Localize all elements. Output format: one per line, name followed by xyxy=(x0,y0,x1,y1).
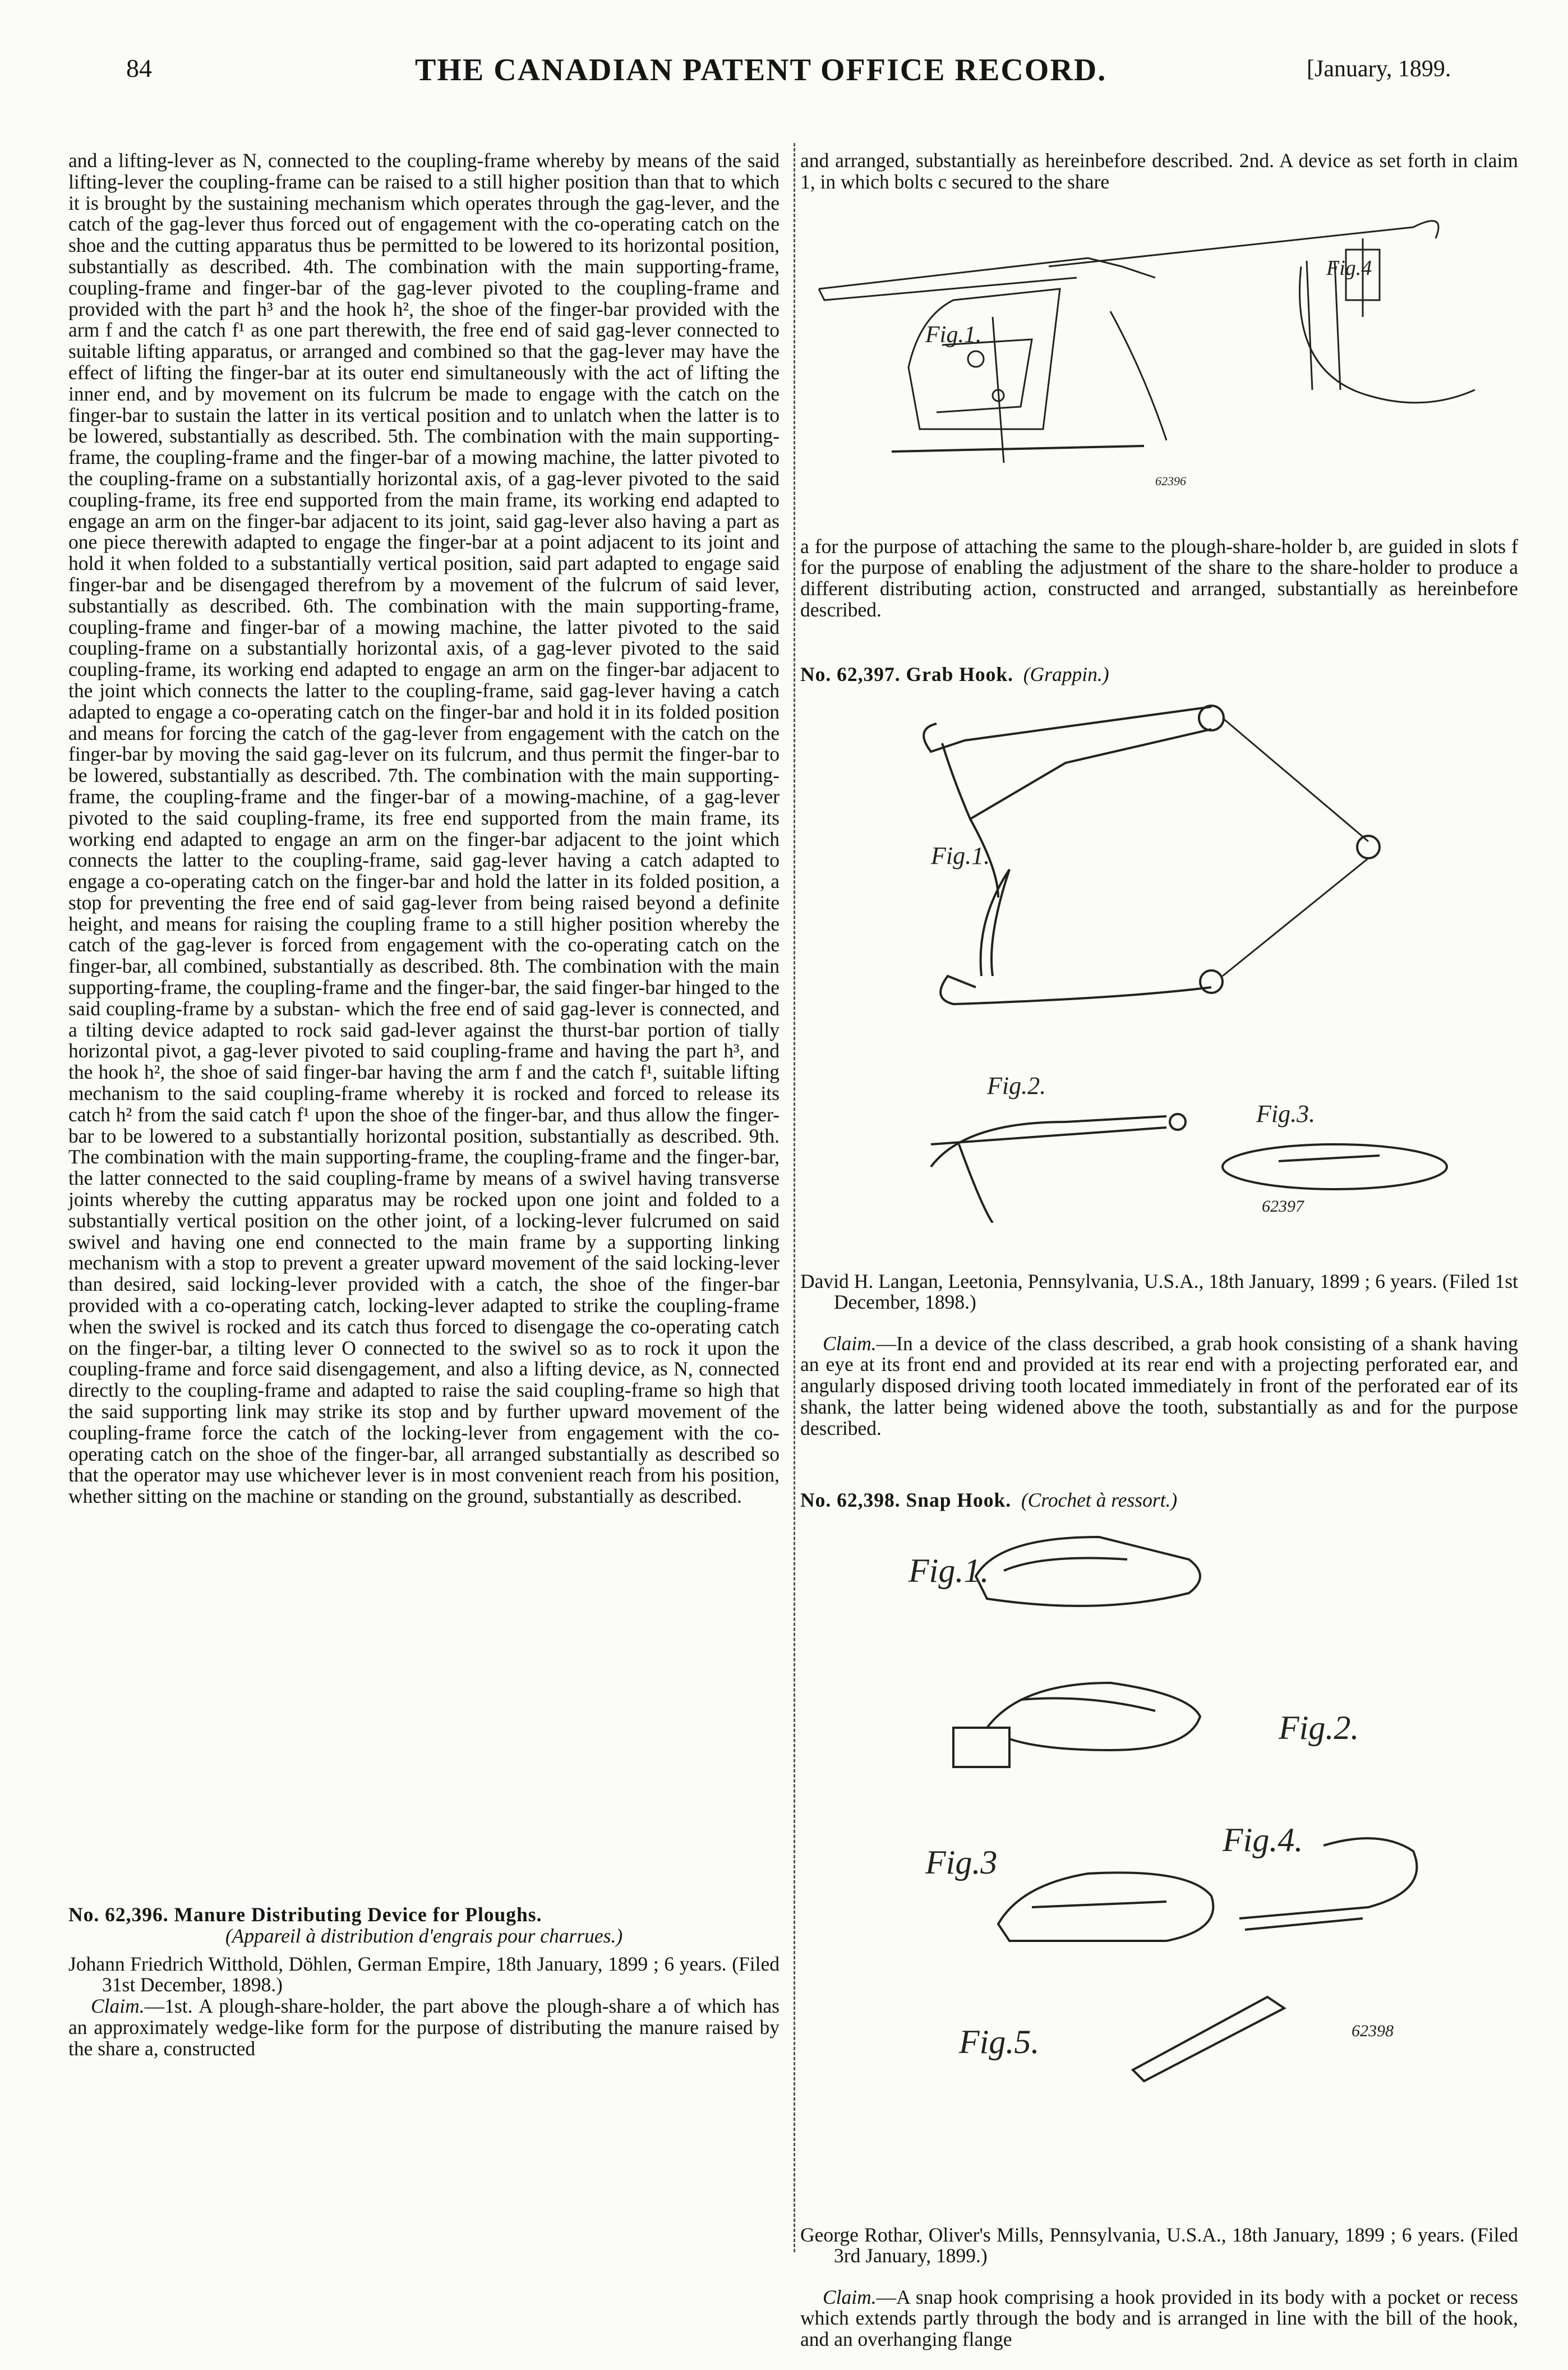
patent-62398-claim-label: Claim. xyxy=(823,2285,877,2308)
snap-hook-fig3-label: Fig.3 xyxy=(925,1844,998,1881)
patent-62397-claim-text: —In a device of the class described, a grab hook consisting of a shank having an eye at its front end and provided at its rear end with a projecting perforated ear, and angularly disposed driving tooth located immediately in front of the perforated ear of its shank, the latter being widened above the tooth, substantially as and for the purpose described. xyxy=(800,1332,1518,1439)
issue-date: [January, 1899. xyxy=(1307,56,1451,82)
plough-share-drawing xyxy=(808,205,1514,496)
patent-62398-heading: No. 62,398. Snap Hook. xyxy=(800,1488,1012,1511)
left-column xyxy=(68,150,780,1507)
snap-hook-fig5-label: Fig.5. xyxy=(959,2023,1040,2060)
plough-fig4-label: Fig.4 xyxy=(1326,256,1372,280)
plough-drawing-number: 62396 xyxy=(1155,474,1186,488)
right-after-fig-text xyxy=(800,516,1518,641)
share-holder-claim-text: a for the purpose of attaching the same to the plough-share-holder b, are guided in slots f for the purpose of enabling the adjustment of the share to the share-holder to produce a different distributing action, constructed and arranged, substantially as hereinbefore described. xyxy=(800,535,1518,621)
right-top-text: and arranged, substantially as hereinbefore described. 2nd. A device as set forth in claim 1, in which bolts c secured to the share xyxy=(800,149,1518,193)
patent-62397-inventor: David H. Langan, Leetonia, Pennsylvania, U.S.A., 18th January, 1899 ; 6 years. (Filed 1st December, 1898.) xyxy=(800,1269,1518,1314)
page-header xyxy=(0,53,1568,104)
grab-hook-drawing xyxy=(897,684,1458,1223)
patent-62397-heading: No. 62,397. Grab Hook. xyxy=(800,662,1013,685)
patent-62398-french: (Crochet à ressort.) xyxy=(1021,1488,1178,1511)
patent-62396-heading: No. 62,396. Manure Distributing Device for Ploughs. xyxy=(68,1903,542,1926)
patent-62397-french: (Grappin.) xyxy=(1023,662,1109,685)
snap-hook-fig4-label: Fig.4. xyxy=(1223,1821,1303,1858)
patent-62396-inventor: Johann Friedrich Witthold, Döhlen, German Empire, 18th January, 1899 ; 6 years. (Filed 31st December, 1898.) xyxy=(68,1952,780,1996)
patent-62396-claim-text: —1st. A plough-share-holder, the part above the plough-share a of which has an approximately wedge-like form for the purpose of distributing the manure raised by the share a, constructed xyxy=(68,1995,780,2060)
snap-hook-drawing-number: 62398 xyxy=(1352,2022,1394,2040)
claims-continuation: and a lifting-lever as N, connected to the coupling-frame whereby by means of the said lifting-lever the coupling-frame can be raised to a still higher position than that to which it is brought by the sustaining mechanism which operates through the gag-lever, and the catch of the gag-lever thus forced out of engagement with the co-operating catch on the shoe and the cutting apparatus thus be permitted to be lowered to its horizontal position, substantially as described. 4th. The combination with the main supporting-frame, coupling-frame and finger-bar of the gag-lever pivoted to the coupling-frame and provided with the part h³ and the hook h², the shoe of the finger-bar provided with the arm f and the catch f¹ as one part therewith, the free end of said gag-lever connected to suitable lifting apparatus, or arranged and combined so that the gag-lever may have the effect of lifting the finger-bar at its outer end simultaneously with the act of lifting the inner end, and by movement on its fulcrum be made to engage with the catch on the finger-bar to sustain the latter in its vertical position and to unlatch when the latter is to be lowered, substantially as described. 5th. The combination with the main supporting-frame, the coupling-frame and the finger-bar of a mowing machine, the latter pivoted to the coupling-frame on a substantially horizontal axis, of a gag-lever pivoted to the said coupling-frame, its free end supported from the main frame, its working end adapted to engage an arm on the finger-bar adjacent to its joint, said gag-lever also having a part as one piece therewith adapted to engage the finger-bar at a point adjacent to its joint and hold it when folded to a substantially vertical position, said part adapted to engage said finger-bar and be disengaged therefrom by a movement of the fulcrum of said lever, substantially as described. 6th. The combination with the main supporting-frame, coupling-frame and finger-bar of a mowing machine, the latter pivoted to the said coupling-frame on a substantially horizontal axis, of a gag-lever pivoted to the said coupling-frame, its working end adapted to engage an arm on the finger-bar adjacent to the joint which connects the latter to the coupling-frame, said gag-lever having a catch adapted to engage a co-operating catch on the finger-bar and hold it in its folded position and means for forcing the catch of the gag-lever from engagement with the catch on the finger-bar by moving the said gag-lever on its fulcrum, and thus permit the finger-bar to be lowered, substantially as described. 7th. The combination with the main supporting-frame, the coupling-frame and the finger-bar of a mowing-machine, of a gag-lever pivoted to the said coupling-frame, its free end supported from the main frame, its working end adapted to engage an arm on the finger-bar adjacent to the joint which connects the latter to the coupling-frame, said gag-lever having a catch adapted to engage a co-operating catch on the finger-bar and hold the latter in its folded position, a stop for preventing the free end of said gag-lever from being raised beyond a definite height, and means for raising the coupling frame to a still higher position whereby the catch of the gag-lever is forced from engagement with the co-operating catch on the finger-bar, all combined, substantially as described. 8th. The combination with the main supporting-frame, the coupling-frame and the finger-bar, the said finger-bar hinged to the said coupling-frame by a substan- which the free end of said gag-lever is connected, and a tilting device adapted to rock said gad-lever against the thurst-bar portion of tially horizontal pivot, a gag-lever pivoted to said coupling-frame and having the part h³, and the hook h², the shoe of said finger-bar having the arm f and the catch f¹, suitable lifting mechanism to the said coupling-frame whereby it is rocked and forced to release its catch h² from the said catch f¹ upon the shoe of the finger-bar, and thus allow the finger-bar to be lowered to a substantially horizontal position, substantially as described. 9th. The combination with the main supporting-frame, the coupling-frame and the finger-bar, the latter connected to the said coupling-frame by means of a swivel having transverse joints whereby the cutting apparatus may be rocked upon one joint and folded to a substantially vertical position on the other joint, of a locking-lever fulcrumed on said swivel and having one end connected to the main frame by a supporting linking mechanism with a stop to prevent a greater upward movement of the said locking-lever than desired, said locking-lever provided with a catch, the shoe of the finger-bar provided with a co-operating catch, locking-lever adapted to strike the coupling-frame when the swivel is rocked and its catch thus forced to disengage the co-operating catch on the finger-bar, a tilting lever O connected to the swivel so as to rock it upon the coupling-frame and force said disengagement, and also a lifting device, as N, connected directly to the coupling-frame and adapted to raise the said coupling-frame so high that the said supporting link may strike its stop and by further upward movement of the coupling-frame force the catch of the locking-lever from engagement with the co-operating catch on the shoe of the finger-bar, all arranged substantially as described so that the operator may use whichever lever is in most convenient reach from his position, whether sitting on the machine or standing on the ground, substantially as described. xyxy=(68,149,780,1508)
publication-title: THE CANADIAN PATENT OFFICE RECORD. xyxy=(415,53,1107,88)
patent-62396-french: (Appareil à distribution d'engrais pour charrues.) xyxy=(225,1924,623,1947)
page-number: 84 xyxy=(126,54,152,82)
snap-hook-fig2-label: Fig.2. xyxy=(1279,1709,1359,1746)
grab-hook-fig1-label: Fig.1. xyxy=(931,842,990,869)
patent-62398-text xyxy=(800,2205,1518,2370)
snap-hook-fig1-label: Fig.1. xyxy=(908,1552,989,1589)
grab-hook-drawing-number: 62397 xyxy=(1262,1197,1304,1216)
patent-62397-text xyxy=(800,1251,1518,1459)
snap-hook-drawing xyxy=(875,1515,1492,2160)
grab-hook-fig2-label: Fig.2. xyxy=(987,1072,1046,1099)
plough-fig1-label: Fig.1. xyxy=(925,322,982,348)
patent-62396-entry xyxy=(68,1904,780,2060)
patent-62398-claim-text: —A snap hook comprising a hook provided in its body with a pocket or recess which extends partly through the body and is arranged in line with the bill of the hook, and an overhanging flange xyxy=(800,2285,1518,2351)
column-divider xyxy=(794,143,795,2252)
patent-62398-inventor: George Rothar, Oliver's Mills, Pennsylvania, U.S.A., 18th January, 1899 ; 6 years. (Filed 3rd January, 1899.) xyxy=(800,2223,1518,2267)
patent-62396-continuation xyxy=(800,150,1518,193)
patent-62397-claim-label: Claim. xyxy=(823,1332,877,1355)
patent-62396-claim-label: Claim. xyxy=(91,1995,145,2018)
grab-hook-fig3-label: Fig.3. xyxy=(1256,1100,1316,1128)
